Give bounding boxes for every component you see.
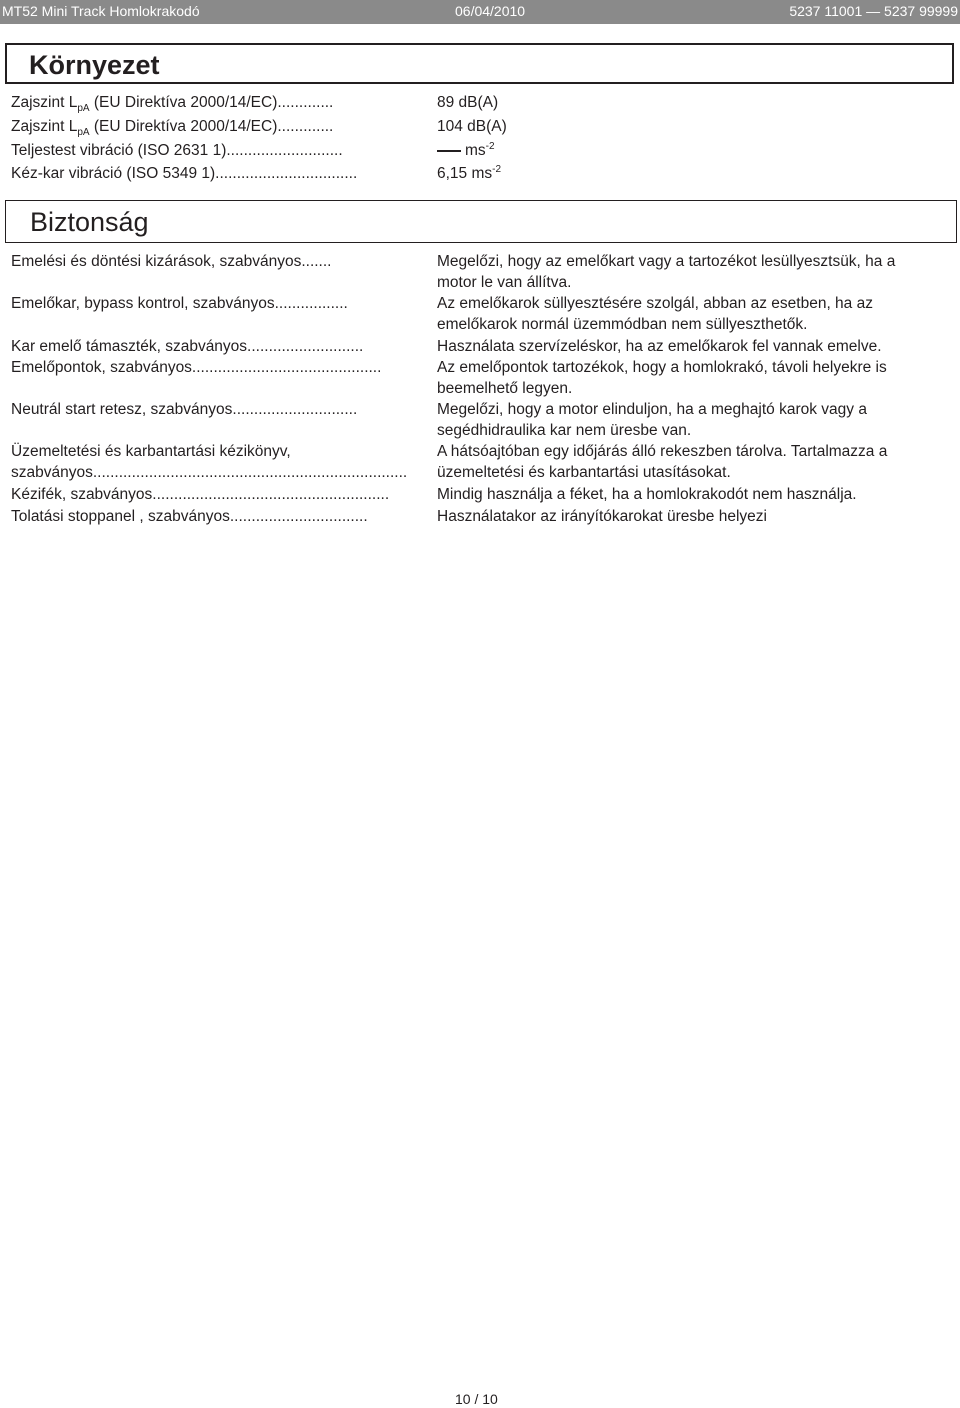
safety-desc-4b: segédhidraulika kar nem üresbe van. bbox=[437, 422, 692, 439]
safety-desc-0a: Megelőzi, hogy az emelőkart vagy a tartozékot lesüllyesztsük, ha a bbox=[437, 253, 896, 270]
header-date: 06/04/2010 bbox=[455, 3, 526, 19]
header-model: MT52 Mini Track Homlokrakodó bbox=[2, 3, 200, 19]
env-value-0: 89 dB(A) bbox=[437, 94, 499, 111]
env-value-3: 6,15 $ms^{-2}$ bbox=[437, 164, 502, 182]
env-value-2: $ms^{-2}$ bbox=[437, 140, 495, 163]
safety-desc-7a: Használatakor az irányítókarokat üresbe helyezi bbox=[437, 508, 767, 525]
safety-label-1: Emelőkar, bypass kontrol, szabványos................. bbox=[11, 295, 348, 312]
safety-label-4: Neutrál start retesz, szabványos............................. bbox=[11, 401, 358, 418]
safety-label-7: Tolatási stoppanel , szabványos................................ bbox=[11, 508, 368, 525]
env-label-0: Zajszint $L_{pA}$ (EU Direktíva 2000/14/EC)............. bbox=[11, 94, 334, 114]
safety-label-6: Kézifék, szabványos....................................................... bbox=[11, 486, 390, 503]
safety-label-3: Emelőpontok, szabványos............................................ bbox=[11, 359, 382, 376]
env-label-2: Teljestest vibráció (ISO 2631 1)........................... bbox=[11, 142, 343, 159]
safety-desc-3a: Az emelőpontok tartozékok, hogy a homlokrakó, távoli helyekre is bbox=[437, 359, 887, 376]
safety-desc-1b: emelőkarok normál üzemmódban nem süllyeszthetők. bbox=[437, 316, 808, 333]
safety-label-0: Emelési és döntési kizárások, szabványos....... bbox=[11, 253, 332, 270]
section-title: Biztonság bbox=[30, 207, 149, 237]
page-number: 10 / 10 bbox=[455, 1391, 498, 1407]
safety-label-5a: Üzemeltetési és karbantartási kézikönyv, bbox=[11, 443, 291, 460]
section-environment-heading bbox=[5, 43, 954, 84]
safety-desc-0b: motor le van állítva. bbox=[437, 274, 572, 291]
safety-label-5b: szabványos......................................................................... bbox=[11, 464, 408, 481]
safety-desc-5b: üzemeltetési és karbantartási utasításokat. bbox=[437, 464, 731, 481]
safety-desc-1a: Az emelőkarok süllyesztésére szolgál, abban az esetben, ha az bbox=[437, 295, 873, 312]
safety-label-2: Kar emelő támaszték, szabványos........................... bbox=[11, 338, 364, 355]
env-value-1: 104 dB(A) bbox=[437, 118, 507, 135]
header-serial-range: 5237 11001 — 5237 99999 bbox=[789, 3, 958, 19]
dash-mark bbox=[437, 150, 461, 152]
document-header-bar bbox=[0, 0, 960, 24]
section-safety-heading bbox=[5, 200, 957, 243]
safety-desc-2a: Használata szervízeléskor, ha az emelőkarok fel vannak emelve. bbox=[437, 338, 882, 355]
safety-desc-4a: Megelőzi, hogy a motor elinduljon, ha a meghajtó karok vagy a bbox=[437, 401, 867, 418]
env-label-1: Zajszint $L_{pA}$ (EU Direktíva 2000/14/EC)............. bbox=[11, 118, 334, 138]
safety-desc-6a: Mindig használja a féket, ha a homlokrakodót nem használja. bbox=[437, 486, 857, 503]
safety-desc-5a: A hátsóajtóban egy időjárás álló rekeszben tárolva. Tartalmazza a bbox=[437, 443, 888, 460]
section-title: Környezet bbox=[29, 50, 160, 80]
safety-desc-3b: beemelhető legyen. bbox=[437, 380, 573, 397]
env-label-3: Kéz-kar vibráció (ISO 5349 1)................................. bbox=[11, 165, 358, 182]
